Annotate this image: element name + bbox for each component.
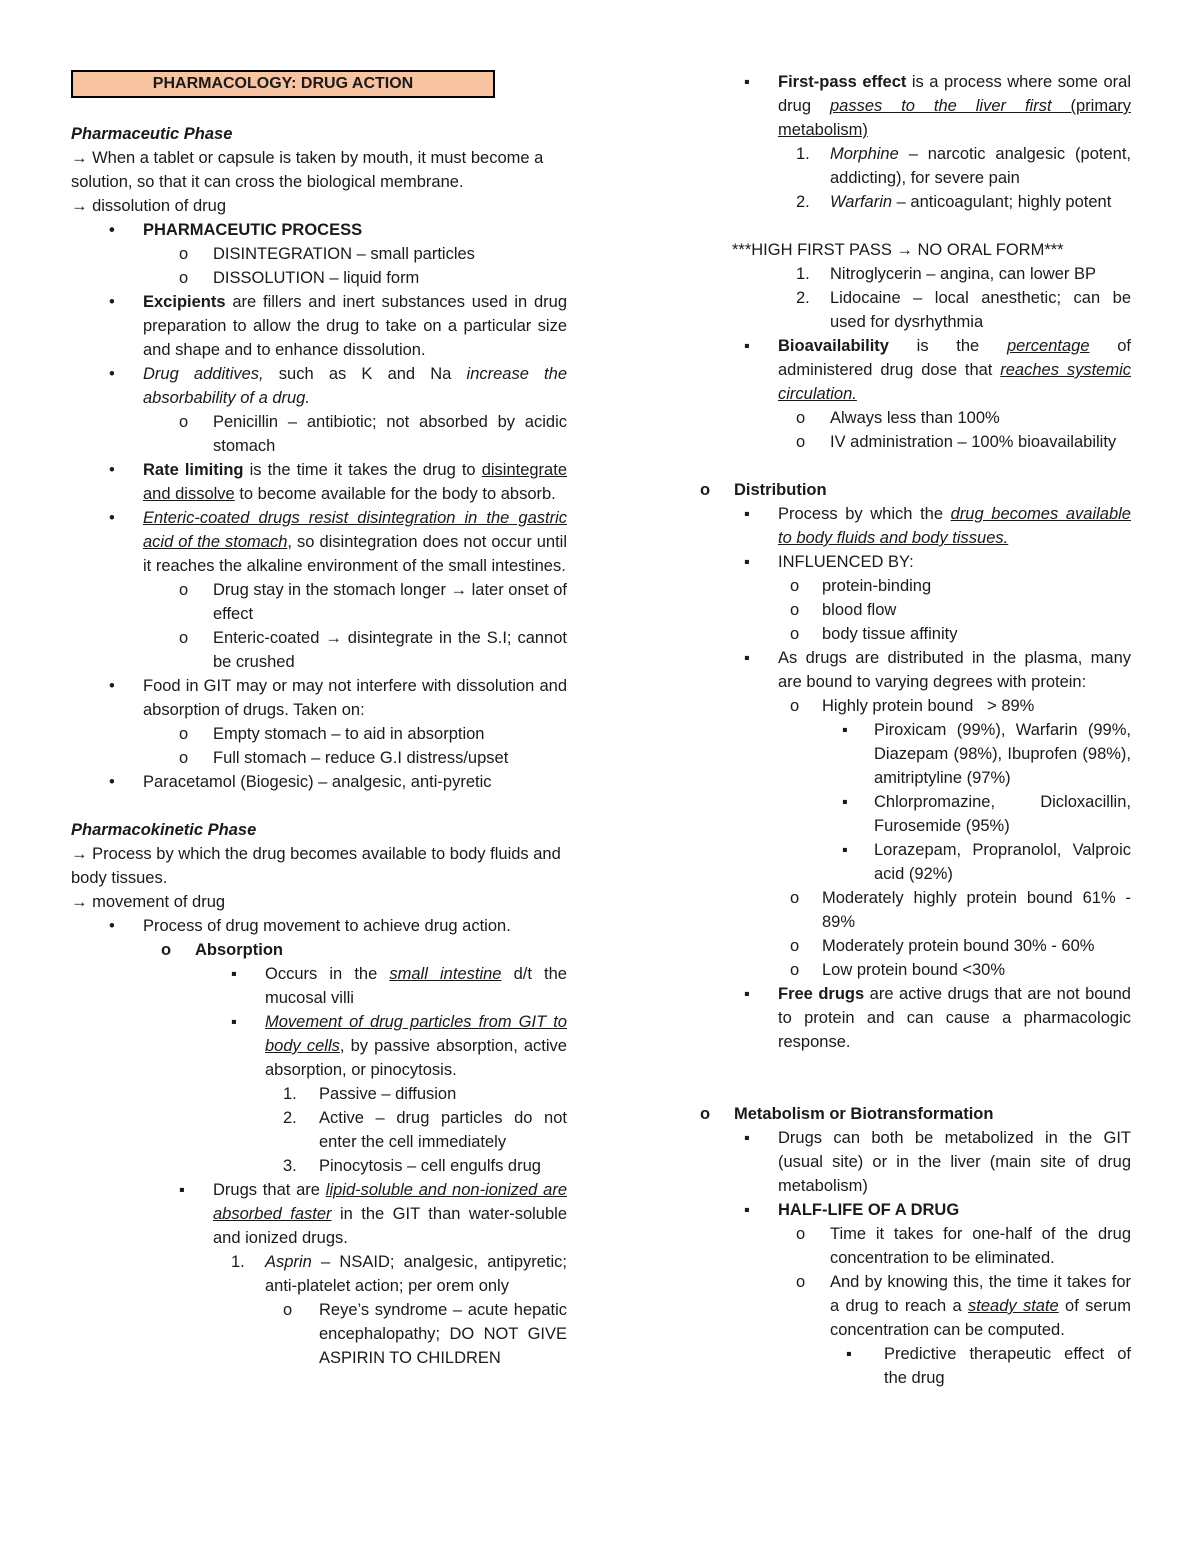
list-item: ▪ Process by which the drug becomes available to body fluids and body tissues. <box>744 505 1131 547</box>
left-column <box>71 70 567 1370</box>
list-item: 1. Nitroglycerin – angina, can lower BP <box>796 265 1096 283</box>
list-item: o Drug stay in the stomach longer → later onset of effect <box>179 581 568 623</box>
list-item: o Full stomach – reduce G.I distress/upset <box>179 749 509 767</box>
list-item: ▪ Bioavailability is the percentage of administered drug dose that reaches systemic circulation. <box>744 337 1131 403</box>
list-item: o DISINTEGRATION – small particles <box>179 245 475 263</box>
list-item: ▪ Occurs in the small intestine d/t the mucosal villi <box>231 965 567 1007</box>
pharmaceutic-list <box>71 218 567 794</box>
list-item: ▪ HALF-LIFE OF A DRUG <box>744 1201 960 1219</box>
page-title: PHARMACOLOGY: DRUG ACTION <box>71 70 495 98</box>
list-item: ▪ As drugs are distributed in the plasma, many are bound to varying degrees with protein: <box>744 649 1131 691</box>
list-item: o DISSOLUTION – liquid form <box>179 269 420 287</box>
list-item: 2. Active – drug particles do not enter the cell immediately <box>283 1109 567 1151</box>
high-first-pass-note: ***HIGH FIRST PASS → NO ORAL FORM*** <box>732 241 1064 259</box>
list-item: o Distribution <box>700 481 827 499</box>
list-item: • Excipients are fillers and inert substances used in drug preparation to allow the drug to take on a particular size and shape and to enhance dissolution. <box>109 293 567 359</box>
list-item: • Enteric-coated drugs resist disintegration in the gastric acid of the stomach, so disintegration does not occur until it reaches the alkaline environment of the small intestines. <box>109 509 568 575</box>
right-column <box>700 70 1131 1390</box>
list-item: 1. Passive – diffusion <box>283 1085 457 1103</box>
list-item: ▪ Drugs can both be metabolized in the GIT (usual site) or in the liver (main site of drug metabolism) <box>744 1129 1131 1195</box>
list-item: o Absorption <box>161 941 283 959</box>
list-item: ▪ INFLUENCED BY: <box>744 553 914 571</box>
list-item: o Metabolism or Biotransformation <box>700 1105 994 1123</box>
list-item: o Enteric-coated → disintegrate in the S.I; cannot be crushed <box>179 629 567 671</box>
pharmacokinetic-phase-heading: Pharmacokinetic Phase <box>71 821 257 839</box>
list-item: o Moderately protein bound 30% - 60% <box>790 937 1095 955</box>
list-item: ▪ First-pass effect is a process where some oral drug passes to the liver first (primary metabolism) <box>744 73 1131 139</box>
list-item: ▪ Movement of drug particles from GIT to body cells, by passive absorption, active absorption, or pinocytosis. <box>231 1013 567 1079</box>
firstpass-list <box>700 70 1131 214</box>
high-first-pass-list <box>700 262 1131 454</box>
list-item: ▪ Piroxicam (99%), Warfarin (99%, Diazepam (98%), Ibuprofen (98%), amitriptyline (97%) <box>842 721 1131 787</box>
list-item: • PHARMACEUTIC PROCESS <box>109 221 363 239</box>
list-item: • Paracetamol (Biogesic) – analgesic, anti-pyretic <box>109 773 492 791</box>
list-item: o Time it takes for one-half of the drug concentration to be eliminated. <box>796 1225 1131 1267</box>
list-item: • Drug additives, such as K and Na increase the absorbability of a drug. <box>109 365 567 407</box>
list-item: o Empty stomach – to aid in absorption <box>179 725 485 743</box>
list-item: o Always less than 100% <box>796 409 1000 427</box>
list-item: • Rate limiting is the time it takes the drug to disintegrate and dissolve to become available for the body to absorb. <box>109 461 567 503</box>
list-item: ▪ Chlorpromazine, Dicloxacillin, Furosemide (95%) <box>842 793 1131 835</box>
list-item: o Penicillin – antibiotic; not absorbed by acidic stomach <box>179 413 567 455</box>
list-item: o Reye’s syndrome – acute hepatic encephalopathy; DO NOT GIVE ASPIRIN TO CHILDREN <box>283 1301 567 1367</box>
list-item: • Food in GIT may or may not interfere with dissolution and absorption of drugs. Taken on: <box>109 677 567 719</box>
pharmaceutic-intro-2: → dissolution of drug <box>71 197 227 215</box>
list-item: o And by knowing this, the time it takes for a drug to reach a steady state of serum concentration can be computed. <box>796 1273 1131 1339</box>
list-item: ▪ Free drugs are active drugs that are not bound to protein and can cause a pharmacologic response. <box>744 985 1131 1051</box>
list-item: ▪ Lorazepam, Propranolol, Valproic acid (92%) <box>842 841 1131 883</box>
list-item: 2. Lidocaine – local anesthetic; can be used for dysrhythmia <box>796 289 1131 331</box>
distribution-list <box>700 478 1131 1054</box>
list-item: 1. Morphine – narcotic analgesic (potent, addicting), for severe pain <box>796 145 1131 187</box>
pharmaceutic-intro-1: → When a tablet or capsule is taken by mouth, it must become a solution, so that it can cross the biological membrane. <box>71 149 544 191</box>
pharmacokinetic-list <box>71 914 567 1370</box>
list-item: o Highly protein bound > 89% <box>790 697 1035 715</box>
list-item: 1. Asprin – NSAID; analgesic, antipyretic; anti-platelet action; per orem only <box>231 1253 567 1295</box>
list-item: ▪ Predictive therapeutic effect of the drug <box>846 1345 1131 1387</box>
list-item: o body tissue affinity <box>790 625 958 643</box>
list-item: o blood flow <box>790 601 897 619</box>
metabolism-list <box>700 1102 1131 1390</box>
pharmacokinetic-intro-1: → Process by which the drug becomes available to body fluids and body tissues. <box>71 845 561 887</box>
list-item: 3. Pinocytosis – cell engulfs drug <box>283 1157 541 1175</box>
pharmaceutic-phase-heading: Pharmaceutic Phase <box>71 125 233 143</box>
list-item: o protein-binding <box>790 577 932 595</box>
list-item: o IV administration – 100% bioavailability <box>796 433 1117 451</box>
list-item: ▪ Drugs that are lipid-soluble and non-ionized are absorbed faster in the GIT than water-soluble and ionized drugs. <box>179 1181 567 1247</box>
list-item: o Low protein bound <30% <box>790 961 1006 979</box>
list-item: • Process of drug movement to achieve drug action. <box>109 917 511 935</box>
list-item: 2. Warfarin – anticoagulant; highly potent <box>796 193 1112 211</box>
list-item: o Moderately highly protein bound 61% - 89% <box>790 889 1131 931</box>
pharmacokinetic-intro-2: → movement of drug <box>71 893 226 911</box>
